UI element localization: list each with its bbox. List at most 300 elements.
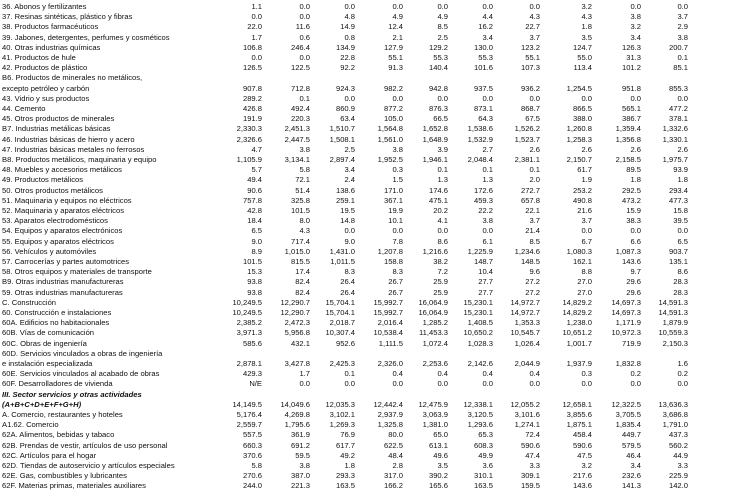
row-label: 62E. Gas, combustibles y lubricantes [2,471,127,481]
table-cell: 712.8 [290,83,310,93]
row-label: B9. Otras industrias manufactureras [2,277,124,287]
table-cell: 1,875.1 [566,420,592,430]
table-cell: 449.7 [621,430,641,440]
table-cell: 1.5 [392,175,403,185]
table-row [0,369,735,378]
table-cell: 19.9 [388,206,403,215]
table-cell: 14,049.6 [280,399,310,409]
table-cell: 10.1 [388,216,403,226]
row-label: 59. Otras industrias manufactureras [2,287,123,297]
table-cell: 0.0 [581,226,592,236]
table-cell: 378.1 [668,114,688,124]
row-label: 60A. Edificios no habitacionales [2,318,110,328]
table-cell: 21.4 [525,226,540,236]
row-label: A1.62. Comercio [2,420,59,430]
row-label: 62F. Materias primas, materiales auxiliares [2,481,146,491]
table-cell: 38.2 [433,257,448,266]
table-cell: 1,526.2 [514,124,540,134]
table-cell: 72.4 [525,430,540,440]
table-row [0,481,735,490]
table-cell: 27.7 [478,277,493,287]
table-cell: 1,285.2 [422,318,448,328]
table-row [0,186,735,195]
table-cell: 14,972.7 [510,297,540,307]
table-cell: 0.0 [581,379,592,389]
table-cell: 11.6 [295,22,310,32]
table-cell: 253.2 [572,185,592,195]
table-cell: 113.4 [573,63,592,73]
table-cell: 12,658.1 [562,399,592,409]
table-cell: 3,971.3 [236,328,262,338]
table-cell: 172.6 [473,185,493,195]
table-cell: 22.0 [247,22,262,32]
table-cell: 1,648.9 [422,134,448,144]
table-cell: 2.9 [677,22,688,32]
table-cell: 2.5 [437,32,448,42]
table-cell: 608.3 [473,440,493,450]
table-cell: 221.3 [290,481,310,491]
table-cell: 0.8 [344,32,355,42]
table-cell: 2,878.1 [236,359,262,368]
table-cell: 2,150.3 [662,338,688,348]
table-cell: 47.4 [525,450,540,460]
table-cell: 0.0 [482,226,493,236]
table-cell: 25.9 [433,287,448,297]
table-cell: 5.8 [251,461,262,470]
table-cell: 2,016.4 [377,318,403,328]
row-label: 41. Productos de hule [2,53,76,62]
table-cell: 3,102.1 [329,410,355,419]
table-cell: 1,879.9 [662,318,688,328]
table-cell: 613.1 [428,440,448,450]
row-label: 62C. Artículos para el hogar [2,450,97,460]
table-row [0,104,735,113]
table-cell: 130.0 [473,42,493,52]
table-cell: 162.1 [572,257,592,266]
table-row [0,33,735,42]
table-cell: 246.4 [290,42,310,52]
row-label: excepto petróleo y carbón [2,83,90,93]
table-cell: 82.4 [295,287,310,297]
table-cell: 2,044.9 [514,359,540,368]
table-cell: 1,381.0 [422,420,448,430]
table-cell: 952.6 [335,338,355,348]
table-cell: 590.6 [520,440,540,450]
table-cell: 1,510.7 [329,124,355,134]
table-cell: 14,829.2 [562,297,592,307]
table-cell: 1,105.9 [236,155,262,164]
table-cell: 63.4 [340,114,355,124]
table-cell: 3.4 [630,461,641,470]
table-cell: 293.3 [335,471,355,481]
table-cell: 0.0 [392,2,403,11]
table-cell: 26.4 [340,287,355,297]
table-cell: 757.8 [242,195,262,205]
table-row [0,441,735,450]
table-cell: 16,064.9 [418,308,448,317]
table-cell: 93.8 [247,277,262,287]
table-cell: 477.2 [668,104,688,113]
table-cell: 8.6 [437,236,448,246]
row-label: 43. Vidrio y sus productos [2,93,90,103]
row-label: 60B. Vías de comunicación [2,328,95,338]
table-row [0,63,735,72]
table-cell: 1.1 [251,2,262,11]
table-row [0,84,735,93]
table-cell: 244.0 [242,481,262,491]
table-row [0,114,735,123]
table-cell: 10,545.7 [510,328,540,338]
table-cell: 9.0 [251,236,262,246]
table-cell: 492.4 [290,104,310,113]
table-cell: 272.7 [520,185,540,195]
table-cell: 126.5 [242,63,262,73]
table-cell: 15.3 [247,267,262,277]
table-row [0,451,735,460]
table-row [0,339,735,348]
table-cell: 982.2 [383,83,403,93]
table-cell: 49.9 [478,450,493,460]
table-cell: 4.9 [392,12,403,22]
table-cell: 27.2 [525,277,540,287]
table-cell: 473.2 [621,195,641,205]
table-cell: 51.4 [295,185,310,195]
table-cell: 1,258.3 [566,134,592,144]
table-cell: 8.9 [251,246,262,256]
table-row [0,73,735,82]
table-cell: 90.6 [247,185,262,195]
table-cell: 617.7 [335,440,355,450]
table-cell: 0.0 [529,93,540,103]
row-label: 62D. Tiendas de autoservicio y artículos especiales [2,461,175,470]
table-cell: 3.8 [482,216,493,226]
table-cell: 20.2 [433,206,448,215]
table-cell: 101.2 [621,63,641,73]
table-cell: 717.4 [290,236,310,246]
table-cell: 134.9 [335,42,355,52]
table-cell: 477.3 [668,195,688,205]
table-cell: 72.1 [295,175,310,185]
table-cell: 9.7 [630,267,641,277]
table-cell: 4.4 [482,12,493,22]
table-cell: 1,072.4 [422,338,448,348]
table-cell: 1.3 [437,175,448,185]
table-row [0,349,735,358]
table-cell: 85.1 [673,63,688,73]
row-label: 47. Industrias básicas metales no ferrosos [2,144,145,154]
table-cell: 127.9 [383,42,403,52]
table-cell: 4.9 [437,12,448,22]
table-cell: 0.0 [392,226,403,236]
table-cell: 19.5 [340,206,355,215]
table-cell: 0.0 [437,379,448,389]
table-cell: 475.1 [428,195,448,205]
table-cell: 3.6 [482,461,493,470]
table-cell: 3,101.6 [514,410,540,419]
table-cell: 124.7 [572,42,592,52]
table-cell: 2,326.0 [377,359,403,368]
table-cell: 1,011.5 [330,257,355,266]
table-cell: 105.0 [383,114,403,124]
table-cell: 55.3 [478,53,493,62]
table-cell: 1,532.9 [467,134,493,144]
table-cell: 22.7 [525,22,540,32]
table-cell: 15,992.7 [373,297,403,307]
table-row [0,420,735,429]
row-label: 62B. Prendas de vestir, artículos de uso personal [2,440,168,450]
row-label: 56. Vehículos y automóviles [2,246,97,256]
table-cell: 0.0 [299,2,310,11]
table-cell: 5.8 [299,165,310,175]
table-cell: 657.8 [520,195,540,205]
table-cell: 6.1 [482,236,493,246]
table-cell: 2,326.6 [236,134,262,144]
table-cell: 93.9 [673,165,688,175]
table-cell: 220.3 [290,114,310,124]
table-cell: 0.0 [630,226,641,236]
row-label: 37. Resinas sintéticas, plástico y fibras [2,12,133,22]
table-cell: 2.6 [581,144,592,154]
table-cell: 12,035.3 [325,399,355,409]
table-cell: 3.4 [630,32,641,42]
table-cell: 924.3 [335,83,355,93]
table-cell: 942.8 [428,83,448,93]
table-cell: 1,561.0 [377,134,403,144]
table-cell: 8.5 [437,22,448,32]
table-cell: 55.3 [433,53,448,62]
table-cell: 6.7 [581,236,592,246]
table-cell: 2,451.3 [284,124,310,134]
table-cell: 2.0 [529,175,540,185]
row-label: B6. Productos de minerales no metálicos, [2,73,143,83]
table-cell: 191.9 [242,114,262,124]
table-cell: 1,238.0 [566,318,592,328]
table-cell: 92.2 [340,63,355,73]
table-cell: 0.0 [630,379,641,389]
table-cell: 22.1 [525,206,540,215]
table-cell: 26.7 [388,277,403,287]
table-cell: 370.6 [242,450,262,460]
table-cell: 3.7 [529,32,540,42]
table-cell: 1,832.8 [615,359,641,368]
table-cell: 16.2 [478,22,493,32]
table-cell: 903.7 [668,246,688,256]
table-cell: 138.6 [335,185,355,195]
table-cell: 27.0 [577,277,592,287]
table-cell: 148.7 [473,257,493,266]
row-label: 49. Productos metálicos [2,175,84,185]
table-cell: 12,322.5 [611,399,641,409]
table-cell: 171.0 [383,185,403,195]
table-cell: 876.3 [428,104,448,113]
table-cell: 25.9 [433,277,448,287]
table-cell: 101.6 [473,63,493,73]
table-cell: 3.7 [581,216,592,226]
table-cell: 1,274.1 [514,420,540,430]
table-cell: 3.4 [482,32,493,42]
table-cell: 1,234.6 [514,246,540,256]
table-row [0,226,735,235]
table-cell: 1,171.9 [615,318,641,328]
table-row [0,390,735,399]
table-cell: 67.5 [525,114,540,124]
table-cell: 29.6 [626,287,641,297]
table-row [0,277,735,286]
table-cell: 0.1 [677,53,688,62]
table-cell: 3.8 [677,32,688,42]
table-cell: 55.1 [388,53,403,62]
table-cell: 1.8 [581,22,592,32]
table-row [0,216,735,225]
table-cell: 0.0 [392,379,403,389]
table-cell: 429.3 [242,369,262,379]
table-cell: N/E [249,379,262,389]
table-cell: 107.3 [520,63,540,73]
table-cell: 3,705.5 [615,410,641,419]
table-cell: 10,538.4 [373,328,403,338]
row-label: 60F. Desarrolladores de vivienda [2,379,113,389]
table-cell: 2,937.9 [377,410,403,419]
table-cell: 719.9 [621,338,641,348]
table-cell: 1,356.8 [615,134,641,144]
row-label: 38. Productos farmacéuticos [2,22,99,32]
table-cell: 2.6 [529,144,540,154]
table-cell: 0.0 [581,93,592,103]
row-label: 60E. Servicios vinculados al acabado de obras [2,369,160,379]
table-cell: 126.3 [621,42,641,52]
table-cell: 0.0 [677,93,688,103]
table-row [0,247,735,256]
table-cell: 14.8 [340,216,355,226]
table-cell: 26.4 [340,277,355,287]
table-cell: 17.4 [295,267,310,277]
table-cell: 390.2 [428,471,448,481]
table-cell: 76.9 [340,430,355,440]
table-cell: 1,408.5 [467,318,493,328]
table-cell: 0.0 [299,379,310,389]
table-cell: 200.7 [668,42,688,52]
table-row [0,12,735,21]
table-cell: 317.0 [383,471,403,481]
table-cell: 26.7 [388,287,403,297]
table-cell: 1,332.6 [662,124,688,134]
row-label: 46. Industrias básicas de hierro y acero [2,134,135,144]
table-cell: 1,026.4 [514,338,540,348]
table-row [0,135,735,144]
table-cell: 82.4 [295,277,310,287]
table-row [0,410,735,419]
table-cell: 48.4 [388,450,403,460]
table-cell: 590.6 [572,440,592,450]
table-cell: 4.7 [251,144,262,154]
table-cell: 5,176.4 [236,410,262,419]
table-cell: 141.3 [621,481,641,491]
table-row [0,53,735,62]
table-cell: 2,897.4 [329,155,355,164]
table-cell: 3.3 [677,461,688,470]
table-cell: 259.1 [335,195,355,205]
table-cell: 0.0 [482,379,493,389]
table-cell: 3.5 [437,461,448,470]
table-cell: 1,216.6 [422,246,448,256]
table-cell: 29.6 [626,277,641,287]
table-cell: 15,992.7 [373,308,403,317]
table-cell: 0.0 [251,12,262,22]
row-label: 60C. Obras de ingeniería [2,338,87,348]
table-row [0,318,735,327]
table-row [0,359,735,368]
table-cell: 3.7 [677,12,688,22]
row-label: III. Sector servicios y otras actividades [2,389,142,399]
table-cell: 15.8 [673,206,688,215]
table-cell: 490.8 [572,195,592,205]
table-cell: 8.5 [529,236,540,246]
table-row [0,400,735,409]
row-label: 42. Productos de plástico [2,63,88,73]
table-cell: 1,564.8 [377,124,403,134]
table-cell: 1,269.3 [329,420,355,430]
table-cell: 129.2 [428,42,448,52]
table-cell: 6.6 [630,236,641,246]
table-cell: 1,254.5 [566,83,592,93]
table-cell: 61.7 [577,165,592,175]
table-cell: 3.2 [581,2,592,11]
table-cell: 325.8 [290,195,310,205]
table-cell: 0.0 [630,93,641,103]
table-cell: 937.5 [473,83,493,93]
table-cell: 1,015.0 [284,246,310,256]
row-label: 50. Otros productos metálicos [2,185,103,195]
table-cell: 877.2 [383,104,403,113]
table-cell: 10.4 [478,267,493,277]
table-cell: 0.0 [344,226,355,236]
table-cell: 12,290.7 [280,308,310,317]
table-cell: 4.3 [581,12,592,22]
row-label: (A+B+C+D+E+F+G+H) [2,399,82,409]
table-cell: 3.8 [299,144,310,154]
table-cell: 2.8 [392,461,403,470]
table-cell: 0.1 [344,369,355,379]
table-cell: 1.6 [677,359,688,368]
table-cell: 0.4 [482,369,493,379]
table-cell: 49.6 [433,450,448,460]
table-cell: 388.0 [572,114,592,124]
table-cell: 0.0 [437,93,448,103]
table-cell: 65.0 [433,430,448,440]
table-cell: 38.3 [626,216,641,226]
table-cell: 0.0 [437,2,448,11]
table-cell: 579.5 [621,440,641,450]
table-row [0,124,735,133]
table-cell: 1,293.6 [467,420,493,430]
row-label: 62A. Alimentos, bebidas y tabaco [2,430,115,440]
table-cell: 4,269.8 [284,410,310,419]
table-cell: 28.3 [673,287,688,297]
table-cell: 0.4 [392,369,403,379]
table-cell: 458.4 [572,430,592,440]
table-cell: 3,063.9 [422,410,448,419]
table-cell: 866.5 [572,104,592,113]
table-cell: 361.9 [290,430,310,440]
table-cell: 65.3 [478,430,493,440]
table-cell: 166.2 [383,481,403,491]
table-cell: 2,472.3 [284,318,310,328]
table-cell: 14,972.7 [510,308,540,317]
table-cell: 0.1 [299,93,310,103]
row-label: 36. Abonos y fertilizantes [2,2,87,11]
table-cell: 11,453.3 [419,328,448,338]
table-cell: 1.8 [344,461,355,470]
